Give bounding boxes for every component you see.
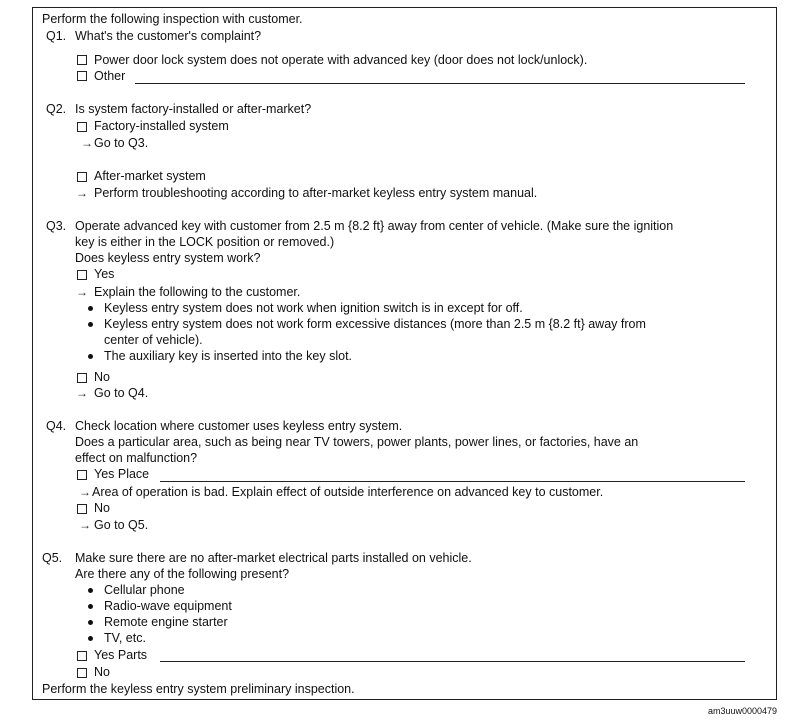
arrow-right-icon: → — [81, 136, 93, 150]
arrow-right-icon: → — [79, 485, 91, 499]
q3-no-checkbox[interactable] — [77, 373, 87, 383]
arrow-right-icon: → — [76, 386, 88, 400]
q5-no-checkbox[interactable] — [77, 668, 87, 678]
q5-yes-checkbox[interactable] — [77, 651, 87, 661]
bullet-icon — [88, 636, 93, 641]
q5-number: Q5. — [42, 551, 63, 565]
bullet-icon — [88, 354, 93, 359]
q2-option2-result: Perform troubleshooting according to after-market keyless entry system manual. — [94, 186, 538, 200]
bullet-icon — [88, 604, 93, 609]
q5-item3: Remote engine starter — [104, 615, 228, 629]
q4-yes-checkbox[interactable] — [77, 470, 87, 480]
q1-option1-checkbox[interactable] — [77, 55, 87, 65]
q2-option1-result: Go to Q3. — [94, 136, 149, 150]
q2-option2-checkbox[interactable] — [77, 172, 87, 182]
q1-question: What's the customer's complaint? — [75, 29, 262, 43]
q3-number: Q3. — [46, 219, 67, 233]
q3-bullet3: The auxiliary key is inserted into the key slot. — [104, 349, 353, 363]
q4-question-line3: effect on malfunction? — [75, 451, 198, 465]
q4-no-checkbox[interactable] — [77, 504, 87, 514]
bullet-icon — [88, 588, 93, 593]
intro-text: Perform the following inspection with customer. — [42, 12, 303, 26]
q4-no-result: Go to Q5. — [94, 518, 149, 532]
q4-question-line1: Check location where customer uses keyless entry system. — [75, 419, 403, 433]
bullet-icon — [88, 620, 93, 625]
q5-question-line1: Make sure there are no after-market electrical parts installed on vehicle. — [75, 551, 472, 565]
q3-no-result: Go to Q4. — [94, 386, 149, 400]
q4-yes-result: Area of operation is bad. Explain effect of outside interference on advanced key to customer. — [92, 485, 604, 499]
q5-parts-line[interactable] — [160, 661, 745, 662]
q5-question-line2: Are there any of the following present? — [75, 567, 290, 581]
q3-question-line2: key is either in the LOCK position or removed.) — [75, 235, 335, 249]
q4-number: Q4. — [46, 419, 67, 433]
q3-yes-checkbox[interactable] — [77, 270, 87, 280]
q3-bullet1: Keyless entry system does not work when ignition switch is in except for off. — [104, 301, 523, 315]
q2-option2-label: After-market system — [94, 169, 206, 183]
bullet-icon — [88, 306, 93, 311]
q5-yes-label: Yes Parts — [94, 648, 148, 662]
figure-reference: am3uuw0000479 — [707, 706, 777, 716]
q5-item1: Cellular phone — [104, 583, 185, 597]
q3-yes-result: Explain the following to the customer. — [94, 285, 301, 299]
q3-bullet2-line1: Keyless entry system does not work form excessive distances (more than 2.5 m {8.2 ft} away from — [104, 317, 646, 331]
q5-item4: TV, etc. — [104, 631, 146, 645]
closing-text: Perform the keyless entry system preliminary inspection. — [42, 682, 355, 696]
q2-option1-checkbox[interactable] — [77, 122, 87, 132]
q2-question: Is system factory-installed or after-market? — [75, 102, 312, 116]
q4-no-label: No — [94, 501, 110, 515]
q4-yes-label: Yes Place — [94, 467, 150, 481]
q2-option1-label: Factory-installed system — [94, 119, 229, 133]
q5-item2: Radio-wave equipment — [104, 599, 232, 613]
q1-option2-checkbox[interactable] — [77, 71, 87, 81]
arrow-right-icon: → — [76, 186, 88, 200]
q3-bullet2-line2: center of vehicle). — [104, 333, 203, 347]
q1-number: Q1. — [46, 29, 67, 43]
arrow-right-icon: → — [76, 285, 88, 299]
bullet-icon — [88, 322, 93, 327]
q4-question-line2: Does a particular area, such as being near TV towers, power plants, power lines, or factories, have an — [75, 435, 639, 449]
q3-no-label: No — [94, 370, 110, 384]
q2-number: Q2. — [46, 102, 67, 116]
q5-no-label: No — [94, 665, 110, 679]
q3-yes-label: Yes — [94, 267, 115, 281]
q4-place-line[interactable] — [160, 481, 745, 482]
q3-question-line3: Does keyless entry system work? — [75, 251, 261, 265]
arrow-right-icon: → — [79, 518, 91, 532]
q3-question-line1: Operate advanced key with customer from 2.5 m {8.2 ft} away from center of vehicle. (Make sure the ignition — [75, 219, 674, 233]
q1-option1-label: Power door lock system does not operate with advanced key (door does not lock/unlock). — [94, 53, 588, 67]
q1-other-line[interactable] — [135, 83, 745, 84]
q1-option2-label: Other — [94, 69, 126, 83]
